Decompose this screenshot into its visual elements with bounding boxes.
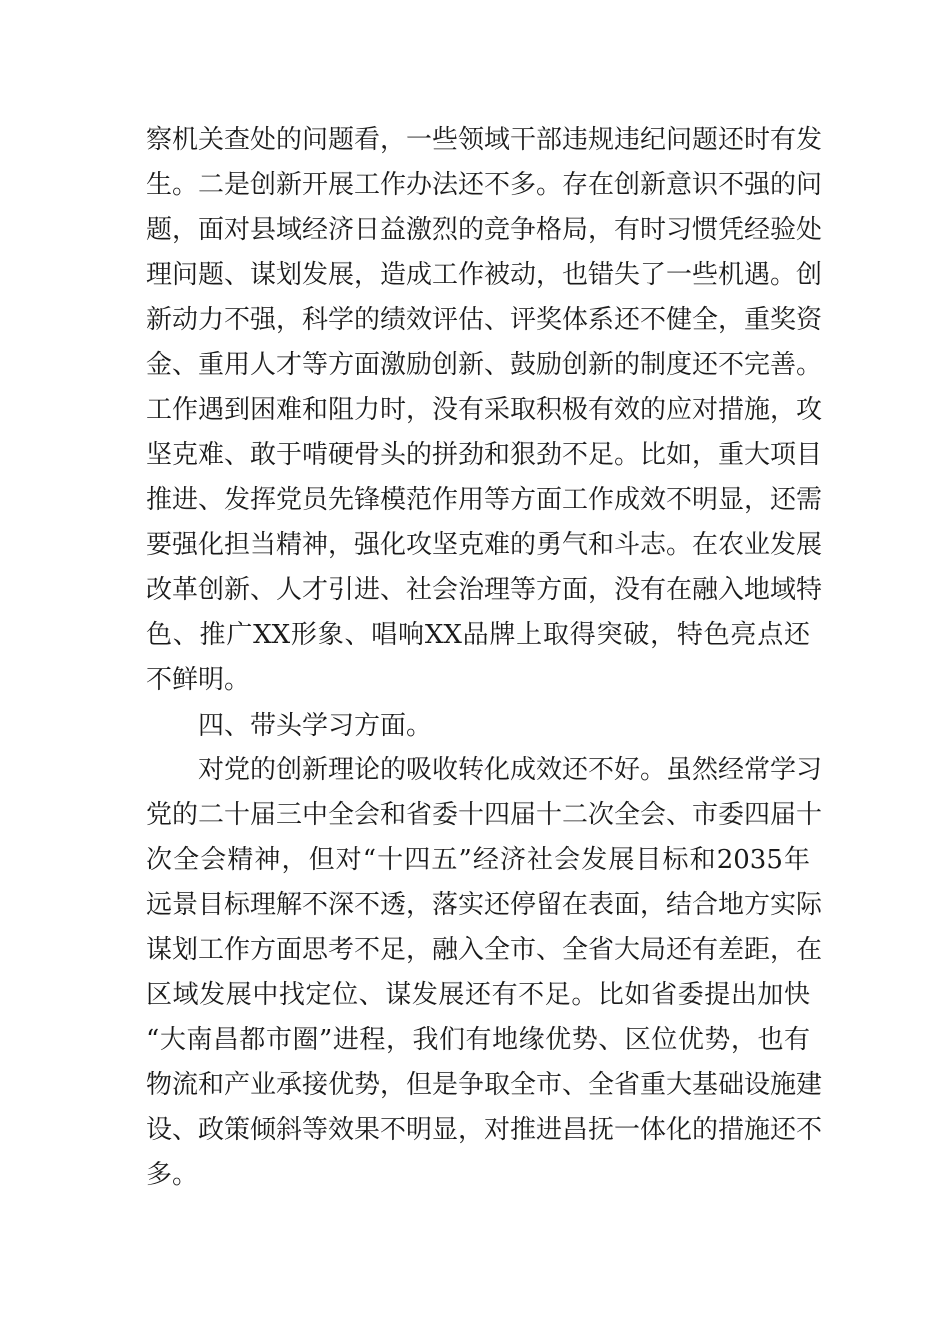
paragraph-1-line: 题，面对县域经济日益激烈的竞争格局，有时习惯凭经验处 — [146, 215, 823, 245]
paragraph-2-line: 谋划工作方面思考不足，融入全市、全省大局还有差距，在 — [146, 935, 823, 965]
paragraph-1-line: 生。二是创新开展工作办法还不多。存在创新意识不强的问 — [146, 170, 823, 200]
paragraph-1-line: 工作遇到困难和阻力时，没有采取积极有效的应对措施，攻 — [146, 395, 823, 425]
paragraph-2-line: 多。 — [146, 1160, 199, 1190]
paragraph-2-line: 区域发展中找定位、谋发展还有不足。比如省委提出加快 — [146, 980, 810, 1010]
paragraph-1-line: 理问题、谋划发展，造成工作被动，也错失了一些机遇。创 — [146, 260, 823, 290]
paragraph-2-line: 对党的创新理论的吸收转化成效还不好。虽然经常学习 — [198, 755, 823, 785]
paragraph-1-line: 改革创新、人才引进、社会治理等方面，没有在融入地域特 — [146, 575, 823, 605]
paragraph-2-line: 远景目标理解不深不透，落实还停留在表面，结合地方实际 — [146, 890, 823, 920]
paragraph-2-line: 次全会精神，但对“十四五”经济社会发展目标和2035年 — [146, 845, 810, 875]
paragraph-1-line: 色、推广XX形象、唱响XX品牌上取得突破，特色亮点还 — [146, 620, 810, 650]
section-heading: 四、带头学习方面。 — [198, 711, 433, 741]
paragraph-1-line: 坚克难、敢于啃硬骨头的拼劲和狠劲不足。比如，重大项目 — [146, 440, 823, 470]
paragraph-1-line: 金、重用人才等方面激励创新、鼓励创新的制度还不完善。 — [146, 350, 823, 380]
paragraph-2-line: 党的二十届三中全会和省委十四届十二次全会、市委四届十 — [146, 800, 823, 830]
paragraph-1-line: 不鲜明。 — [146, 665, 251, 695]
paragraph-2-line: 物流和产业承接优势，但是争取全市、全省重大基础设施建 — [146, 1070, 823, 1100]
paragraph-1-line: 新动力不强，科学的绩效评估、评奖体系还不健全，重奖资 — [146, 305, 823, 335]
paragraph-2-line: 设、政策倾斜等效果不明显，对推进昌抚一体化的措施还不 — [146, 1115, 823, 1145]
paragraph-1-line: 察机关查处的问题看，一些领域干部违规违纪问题还时有发 — [146, 125, 823, 155]
paragraph-2-line: “大南昌都市圈”进程，我们有地缘优势、区位优势，也有 — [146, 1025, 810, 1055]
paragraph-1-line: 推进、发挥党员先锋模范作用等方面工作成效不明显，还需 — [146, 485, 823, 515]
paragraph-1-line: 要强化担当精神，强化攻坚克难的勇气和斗志。在农业发展 — [146, 530, 823, 560]
